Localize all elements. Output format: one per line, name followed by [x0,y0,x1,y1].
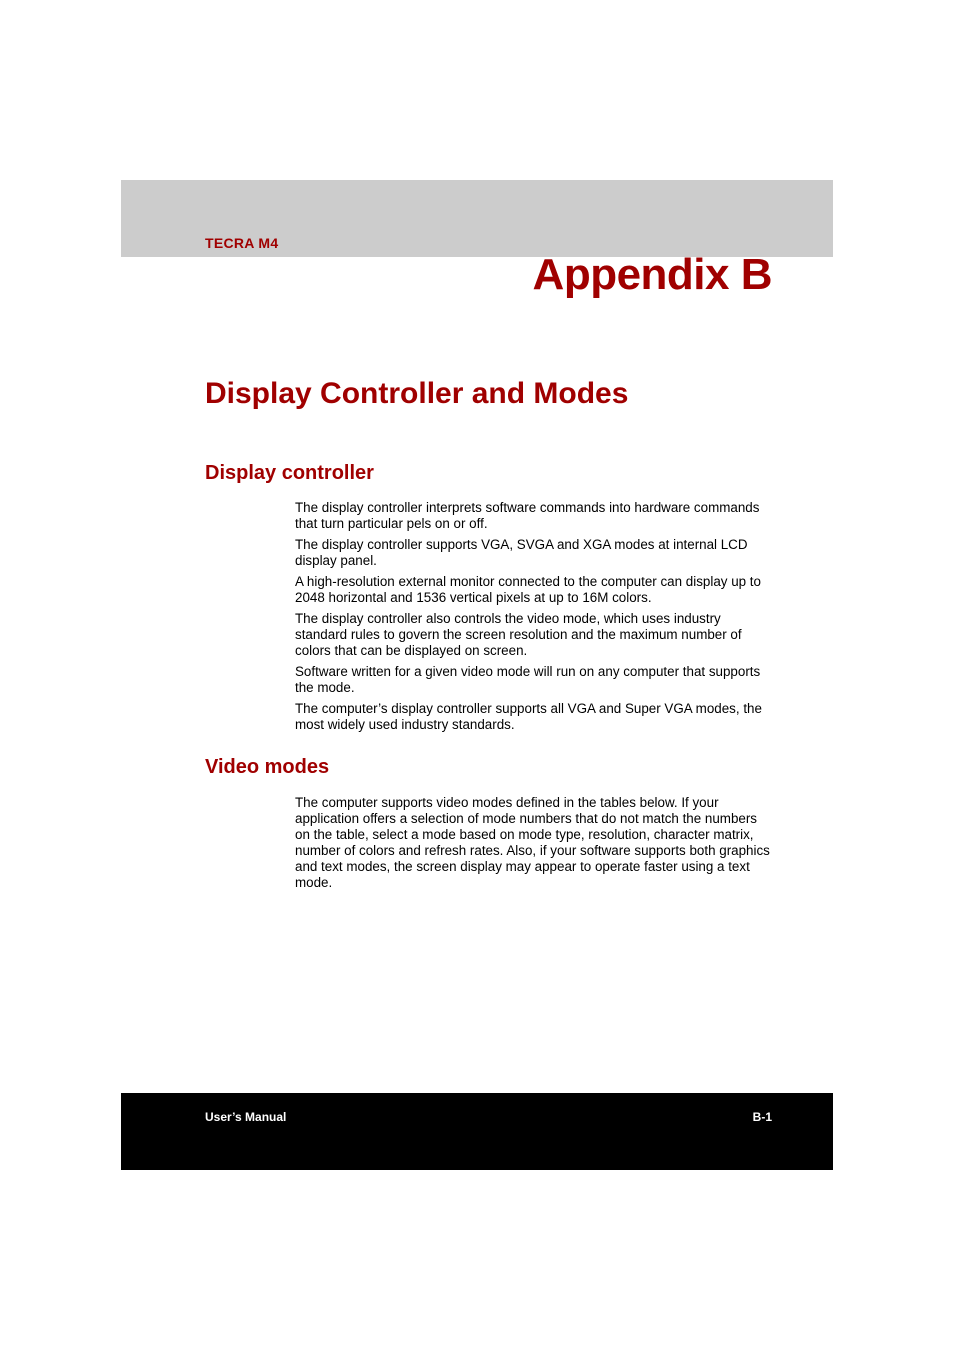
section-heading-display-controller: Display controller [205,462,374,484]
chapter-title: Display Controller and Modes [205,377,629,410]
paragraph: The computer’s display controller supports all VGA and Super VGA modes, the most widely used industry standards. [295,701,762,732]
page-number: B-1 [752,1110,772,1124]
paragraph: Software written for a given video mode will run on any computer that supports the mode. [295,664,761,695]
paragraph: The display controller supports VGA, SVGA and XGA modes at internal LCD display panel. [295,537,748,568]
paragraph: The display controller also controls the video mode, which uses industry standard rules to govern the screen resolution and the maximum number of colors that can be displayed on screen. [295,611,742,658]
paragraph: A high-resolution external monitor connected to the computer can display up to 2048 horizontal and 1536 vertical pixels at up to 16M colors. [295,574,761,605]
section-heading-video-modes: Video modes [205,756,330,778]
appendix-title: Appendix B [532,250,772,299]
paragraph: The computer supports video modes defined in the tables below. If your application offers a selection of mode numbers that do not match the numbers on the table, select a mode based on mode type, resolution, character matrix, number of colors and refresh rates. Also, if your software supports both graphics and text modes, the screen display may appear to operate faster using a text mode. [295,795,770,890]
product-name: TECRA M4 [205,235,279,251]
footer-band [121,1093,833,1170]
paragraph: The display controller interprets software commands into hardware commands that turn particular pels on or off. [295,500,760,531]
section-body-display-controller [295,500,775,738]
section-body-video-modes [295,795,775,896]
footer-manual-label: User’s Manual [205,1110,287,1124]
